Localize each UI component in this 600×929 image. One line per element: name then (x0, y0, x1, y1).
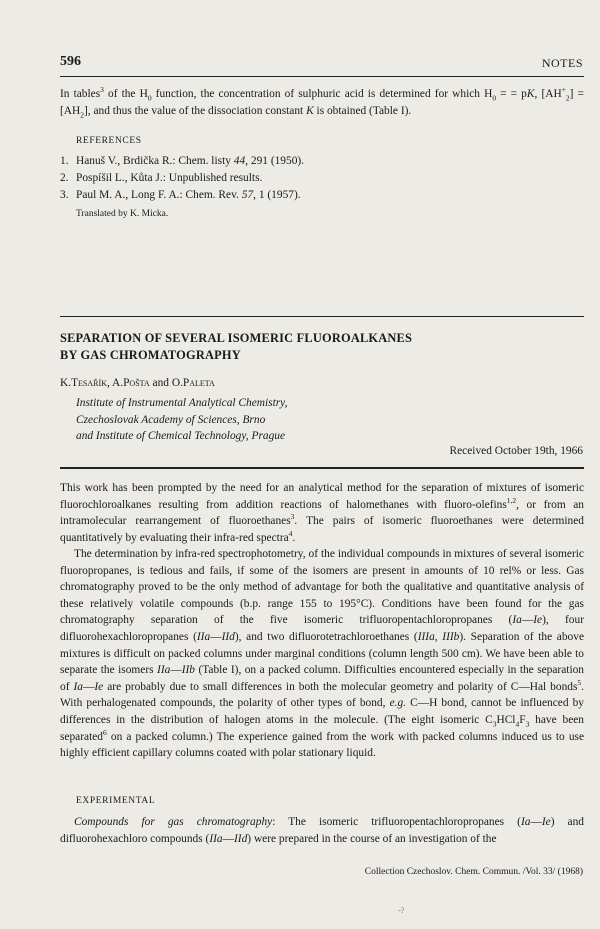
reference-item: 2. Pospíšil L., Kůta J.: Unpublished results. (60, 172, 263, 184)
received-date: Received October 19th, 1966 (449, 445, 583, 457)
translator-credit: Translated by K. Micka. (76, 209, 169, 219)
intro-paragraph: In tables$^3$ of the $H_0$ function, the concentration of sulphuric acid is determined for which $H_0$ = = pK, $[AH^+_2] = [AH_2]$, and thus the value of the dissociation constant K is obtained (Table I). (60, 85, 584, 119)
experimental-heading: EXPERIMENTAL (76, 796, 156, 806)
body-paragraph-1: This work has been prompted by the need for an analytical method for the separation of mixtures of isomeric fluorochloroalkanes resulting from addition reactions of halomethanes with fluoro-olefins$^{1,2}$, or from an intramolecular rearrangement of fluoroethanes$^3$. The pairs of isomeric fluoroethanes were determined quantitatively by evaluating their infra-red spectra$^4$. (60, 482, 584, 544)
reference-item: 1. Hanuš V., Brdička R.: Chem. listy 44, 291 (1950). (60, 155, 305, 167)
journal-footer: Collection Czechoslov. Chem. Commun. /Vol. 33/ (1968) (364, 867, 583, 877)
page-number: 596 (60, 54, 81, 69)
reference-item: 3. Paul M. A., Long F. A.: Chem. Rev. 57, 1 (1957). (60, 189, 301, 201)
article-top-rule (60, 316, 584, 317)
references-list (60, 153, 304, 204)
body-paragraph-2: The determination by infra-red spectrophotometry, of the individual compounds in mixtures of several isomeric fluoropropanes, is tedious and fails, if some of the isomers are present in amounts of 10 rel% or less. Gas chromatography proved to be the only method of advantage for both the qualitative and quantitative analysis of these relatively volatile compounds (b.p. range 155 to 195°C). Conditions have been found for the gas chromatography separation of the five isomeric trifluoropentachloropropanes (Ia—Ie), four difluorohexachloropropanes (IIa—IId), and two difluorotetrachloroethanes (IIIa, IIIb). Separation of the above mixtures is difficult on packed columns under marginal conditions (column length 500 cm). We have been able to separate the isomers IIa—IIb (Table I), on a packed column. Difficulties encountered especially in the separation of Ia—Ie are probably due to small differences in both the molecular geometry and polarity of C—Hal bonds$^5$. With perhalogenated compounds, the polarity of other types of bond, e.g. C—H bond, cannot be influenced by differences in the distribution of halogen atoms in the molecule. (The eight isomeric $C_3HCl_4F_3$ have been separated$^6$ on a packed column.) The experience gained from the work with packed columns induced us to use highly efficient capillary columns coated with polar stationary liquid. (60, 548, 584, 760)
header-rule (60, 76, 584, 77)
experimental-paragraph: Compounds for gas chromatography: The isomeric trifluoropentachloropropanes (Ia—Ie) and difluorohexachloro compounds (IIa—IId) were prepared in the course of an investigation of the (60, 816, 584, 845)
references-heading: REFERENCES (76, 136, 142, 146)
margin-mark: -? (398, 906, 405, 915)
article-title: SEPARATION OF SEVERAL ISOMERIC FLUOROALKANES BY GAS CHROMATOGRAPHY (60, 331, 413, 362)
abstract-rule (60, 467, 584, 469)
affiliations: Institute of Instrumental Analytical Chemistry, Czechoslovak Academy of Sciences, Brno and Institute of Chemical Technology, Prague (76, 397, 288, 443)
author-list: K.Tesařík, A.Pošta and O.Paleta (60, 377, 215, 389)
section-title: NOTES (541, 56, 583, 70)
